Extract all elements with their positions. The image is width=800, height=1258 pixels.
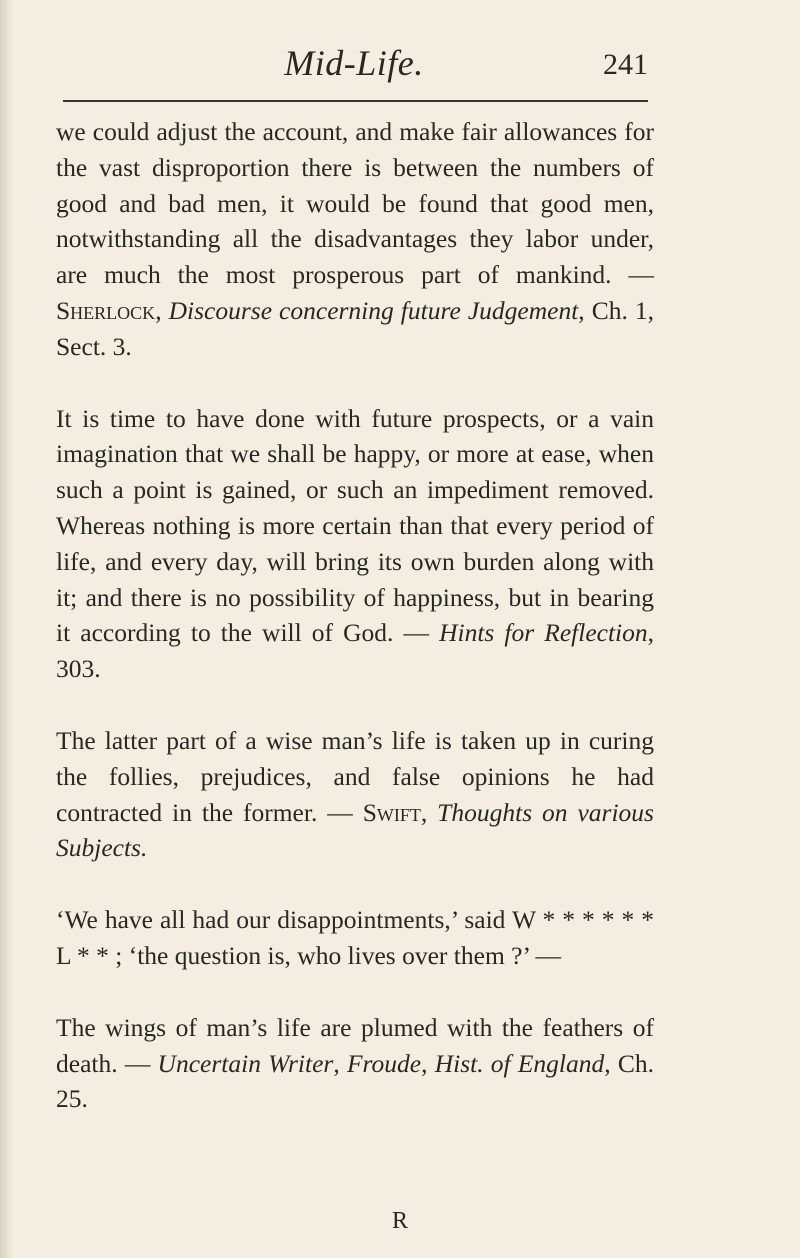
author-name: Sherlock: [56, 295, 156, 325]
work-title: Uncertain Writer: [157, 1048, 334, 1078]
passage-swift: The latter part of a wise man’s life is taken up in curing the follies, prejudices, and false opinions he had contracted in the former. — Swift, Thoughts on various Subjects.: [56, 725, 654, 863]
work-title: Hist. of England: [434, 1048, 605, 1078]
work-title: Thoughts on various Subjects.: [56, 797, 654, 863]
author-name: Swift: [362, 797, 421, 827]
work-title: Discourse concerning future Judgement: [168, 295, 579, 325]
header-rule: [63, 100, 648, 102]
passage-sherlock: we could adjust the account, and make fair allowances for the vast disproportion there is between the numbers of good and bad men, it would be found that good men, notwithstanding all the disadvantages they labor under, are much the most prosperous part of mankind. — Sherlock, Discourse concerning future Judgement, Ch. 1, Sect. 3.: [56, 117, 655, 361]
reference: 303.: [56, 654, 101, 684]
work-title: Hints for Reflection: [439, 618, 648, 648]
page-number: 241: [603, 48, 648, 81]
passage-hints: It is time to have done with future prospects, or a vain imagination that we shall be happy, or more at ease, when such a point is gained, or such an impediment removed. Whereas nothing is more certain than that every period of life, and every day, will bring its own burden along with it; and there is no possibility of happiness, but in bearing it according to the will of God. — Hints for Reflection, 303.: [56, 403, 655, 684]
reference: Ch. 25.: [56, 1048, 655, 1114]
text-block: [56, 114, 654, 1117]
page-header: [60, 38, 648, 92]
signature-mark: R: [391, 1208, 408, 1234]
reference: Ch. 1, Sect. 3.: [56, 295, 655, 361]
passage-froude: The wings of man’s life are plumed with the feathers of death. — Uncertain Writer, Froude, Hist. of England, Ch. 25.: [56, 1012, 655, 1114]
author-name: Froude: [346, 1048, 422, 1078]
running-title: Mid-Life.: [284, 43, 424, 83]
passage-disappointments: ‘We have all had our disappointments,’ said W * * * * * * L * * ; ‘the question is, who lives over them ?’ —: [56, 905, 654, 970]
page-gutter-shadow: [0, 0, 14, 1258]
